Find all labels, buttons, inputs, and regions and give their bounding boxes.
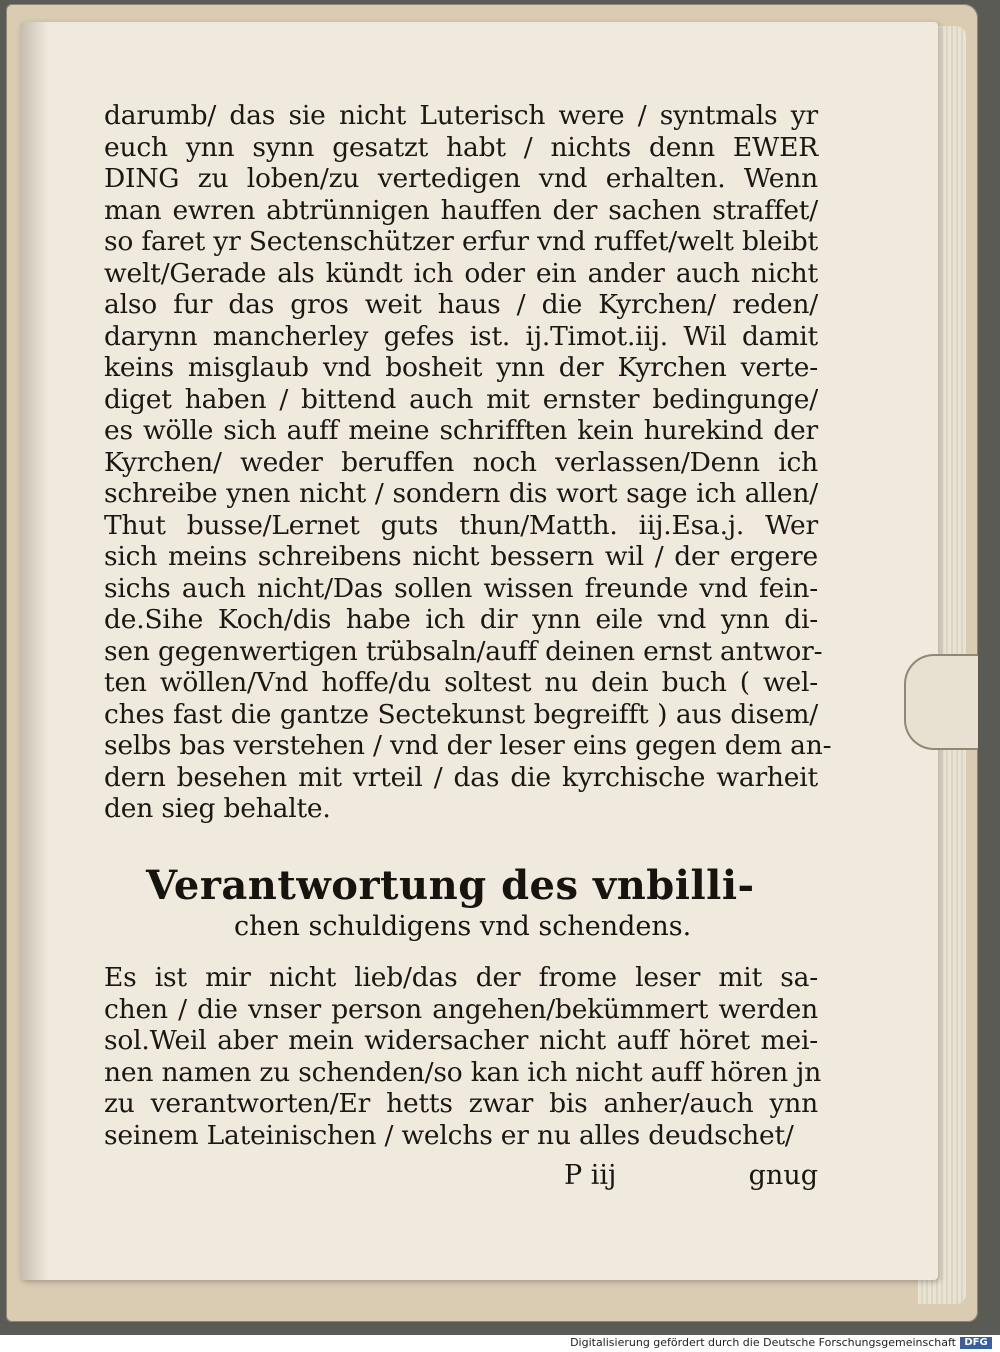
text-line: es wölle sich auff meine schrifften kein hurekind der: [104, 415, 818, 446]
text-line: schreibe ynen nicht / sondern dis wort sage ich allen/: [104, 478, 818, 509]
text-line: seinem Lateinischen / welchs er nu alles deudschet/: [104, 1119, 794, 1151]
text-line: so faret yr Sectenschützer erfur vnd ruffet/welt bleibt: [104, 226, 818, 257]
section-text-block: [104, 962, 822, 1151]
text-line: ten wöllen/Vnd hoffe/du soltest nu dein buch ( wel-: [104, 667, 818, 698]
footer-bar: [0, 1335, 1000, 1352]
heading-line-2: chen schuldigens vnd schendens.: [234, 911, 692, 942]
text-line: zu verantworten/Er hetts zwar bis anher/auch ynn: [104, 1088, 818, 1119]
text-line: DING zu loben/zu vertedigen vnd erhalten. Wenn: [104, 163, 818, 194]
text-line: darumb/ das sie nicht Luterisch were / syntmals yr: [104, 100, 818, 131]
text-line: sichs auch nicht/Das sollen wissen freunde vnd fein-: [104, 572, 818, 604]
text-line: welt/Gerade als kündt ich oder ein ander auch nicht: [104, 257, 818, 289]
text-line: sol.Weil aber mein widersacher nicht auff höret mei-: [104, 1025, 818, 1056]
text-line: diget haben / bittend auch mit ernster bedingunge/: [104, 383, 818, 415]
text-line: chen / die vnser person angehen/bekümmert werden: [104, 993, 818, 1025]
text-line: euch ynn synn gesatzt habt / nichts denn EWER: [104, 131, 818, 163]
section-heading: [146, 862, 786, 944]
text-line: man ewren abtrünnigen hauffen der sachen straffet/: [104, 194, 818, 226]
page-clip-tab: [904, 654, 978, 750]
text-line: selbs bas verstehen / vnd der leser eins gegen dem an-: [104, 730, 832, 761]
text-line: also fur das gros weit haus / die Kyrchen/ reden/: [104, 289, 818, 320]
catchword: gnug: [748, 1160, 818, 1191]
text-line: den sieg behalte.: [104, 793, 331, 824]
text-line: sich meins schreibens nicht bessern wil / der ergere: [104, 541, 818, 572]
text-line: darynn mancherley gefes ist. ij.Timot.iij. Wil damit: [104, 320, 818, 352]
text-line: dern besehen mit vrteil / das die kyrchische warheit: [104, 761, 818, 793]
text-line: Es ist mir nicht lieb/das der frome leser mit sa-: [104, 962, 818, 993]
text-line: Thut busse/Lernet guts thun/Matth. iij.Esa.j. Wer: [104, 509, 818, 541]
body-text-block: [104, 100, 832, 825]
heading-line-1: Verantwortung des vnbilli-: [146, 862, 755, 909]
signature-line: [104, 1160, 818, 1194]
text-line: nen namen zu schenden/so kan ich nicht auff hören jn: [104, 1056, 822, 1088]
funding-credit: Digitalisierung gefördert durch die Deutsche Forschungsgemeinschaft: [570, 1336, 956, 1349]
signature-mark: P iij: [564, 1160, 617, 1191]
dfg-logo: DFG: [960, 1337, 992, 1349]
text-line: de.Sihe Koch/dis habe ich dir ynn eile vnd ynn di-: [104, 604, 818, 635]
text-line: ches fast die gantze Sectekunst begreifft ) aus disem/: [104, 698, 818, 730]
text-line: sen gegenwertigen trübsaln/auff deinen ernst antwor-: [104, 635, 823, 667]
text-line: keins misglaub vnd bosheit ynn der Kyrchen verte-: [104, 352, 818, 383]
text-line: Kyrchen/ weder beruffen noch verlassen/Denn ich: [104, 446, 818, 478]
page-gutter-shadow: [20, 22, 48, 1280]
